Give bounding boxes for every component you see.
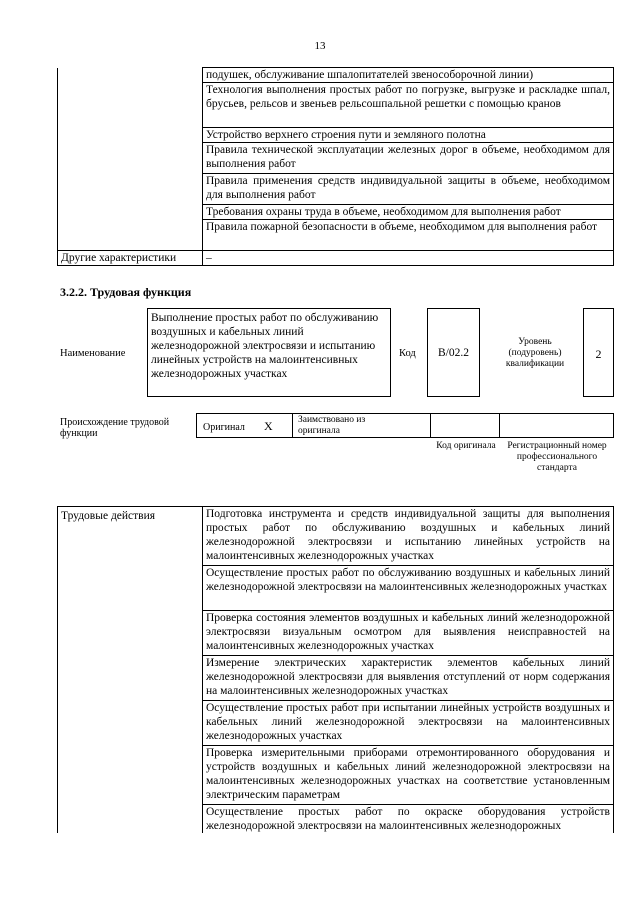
original-code-caption: Код оригинала [436, 441, 496, 451]
function-name: Выполнение простых работ по обслуживанию воздушных и кабельных линий железнодорожной электросвязи и испытанию линейных устройств на малоинтенсивных железнодорожных участках [147, 308, 391, 397]
level-label: Уровень (подуровень) квалификации [505, 337, 565, 369]
table-cell: Правила технической эксплуатации железных дорог в объеме, необходимом для выполнения работ [203, 143, 614, 174]
table-cell: Проверка измерительными приборами отремонтированного оборудования и устройств воздушных и кабельных линий железнодорожной электросвязи на малоинтенсивных железнодорожных участках на соответствие установленным электрическим параметрам [203, 746, 614, 805]
code-label: Код [399, 348, 416, 359]
table-cell: Технология выполнения простых работ по погрузке, выгрузке и раскладке шпал, брусьев, рельсов и звеньев рельсошпальной решетки с помощью кранов [203, 83, 614, 128]
other-characteristics-value: – [203, 251, 614, 266]
table-cell: Требования охраны труда в объеме, необходимом для выполнения работ [203, 205, 614, 220]
table-cell: Подготовка инструмента и средств индивидуальной защиты для выполнения простых работ по обслуживанию воздушных и кабельных линий железнодорожной электросвязи и испытанию линейных устройств на малоинтенсивных железнодорожных участках [203, 507, 614, 566]
table-cell: Правила применения средств индивидуальной защиты в объеме, необходимом для выполнения работ [203, 174, 614, 205]
table-cell: Осуществление простых работ при испытании линейных устройств воздушных и кабельных линий железнодорожной электросвязи на малоинтенсивных железнодорожных участках [203, 701, 614, 746]
table-cell: Осуществление простых работ по обслуживанию воздушных и кабельных линий железнодорожной электросвязи на малоинтенсивных железнодорожных участках [203, 566, 614, 611]
divider [292, 413, 293, 438]
function-code: В/02.2 [427, 308, 480, 397]
table-row [58, 507, 614, 566]
knowledge-table [57, 67, 614, 266]
table-cell: Проверка состояния элементов воздушных и кабельных линий железнодорожной электросвязи визуальным осмотром для выявления неисправностей на малоинтенсивных железнодорожных участках [203, 611, 614, 656]
table-row [58, 68, 614, 83]
divider [499, 413, 500, 438]
borrowed-label: Заимствовано из оригинала [298, 415, 366, 436]
table-row [58, 251, 614, 266]
table-cell: Измерение электрических характеристик элементов кабельных линий железнодорожной электросвязи для выявления отступлений от норм содержания на малоинтенсивных железнодорожных участках [203, 656, 614, 701]
labor-actions-label: Трудовые действия [58, 507, 203, 834]
table-cell: Правила пожарной безопасности в объеме, необходимом для выполнения работ [203, 220, 614, 251]
original-mark: X [264, 419, 273, 433]
divider [430, 413, 431, 438]
section-title: 3.2.2. Трудовая функция [60, 285, 192, 299]
name-label: Наименование [60, 348, 126, 359]
table-cell: Устройство верхнего строения пути и земляного полотна [203, 128, 614, 143]
origin-label: Происхождение трудовой функции [60, 417, 170, 439]
label-cell [58, 68, 203, 251]
qualification-level: 2 [583, 308, 614, 397]
table-cell: подушек, обслуживание шпалопитателей звенособорочной линии) [203, 68, 614, 83]
other-characteristics-label: Другие характеристики [58, 251, 203, 266]
table-cell: Осуществление простых работ по окраске оборудования устройств железнодорожной электросвязи на малоинтенсивных железнодорожных [203, 805, 614, 834]
labor-actions-table [57, 506, 614, 833]
original-label: Оригинал [203, 422, 245, 433]
reg-number-caption: Регистрационный номер профессионального стандарта [507, 441, 607, 473]
page-number: 13 [314, 40, 326, 52]
